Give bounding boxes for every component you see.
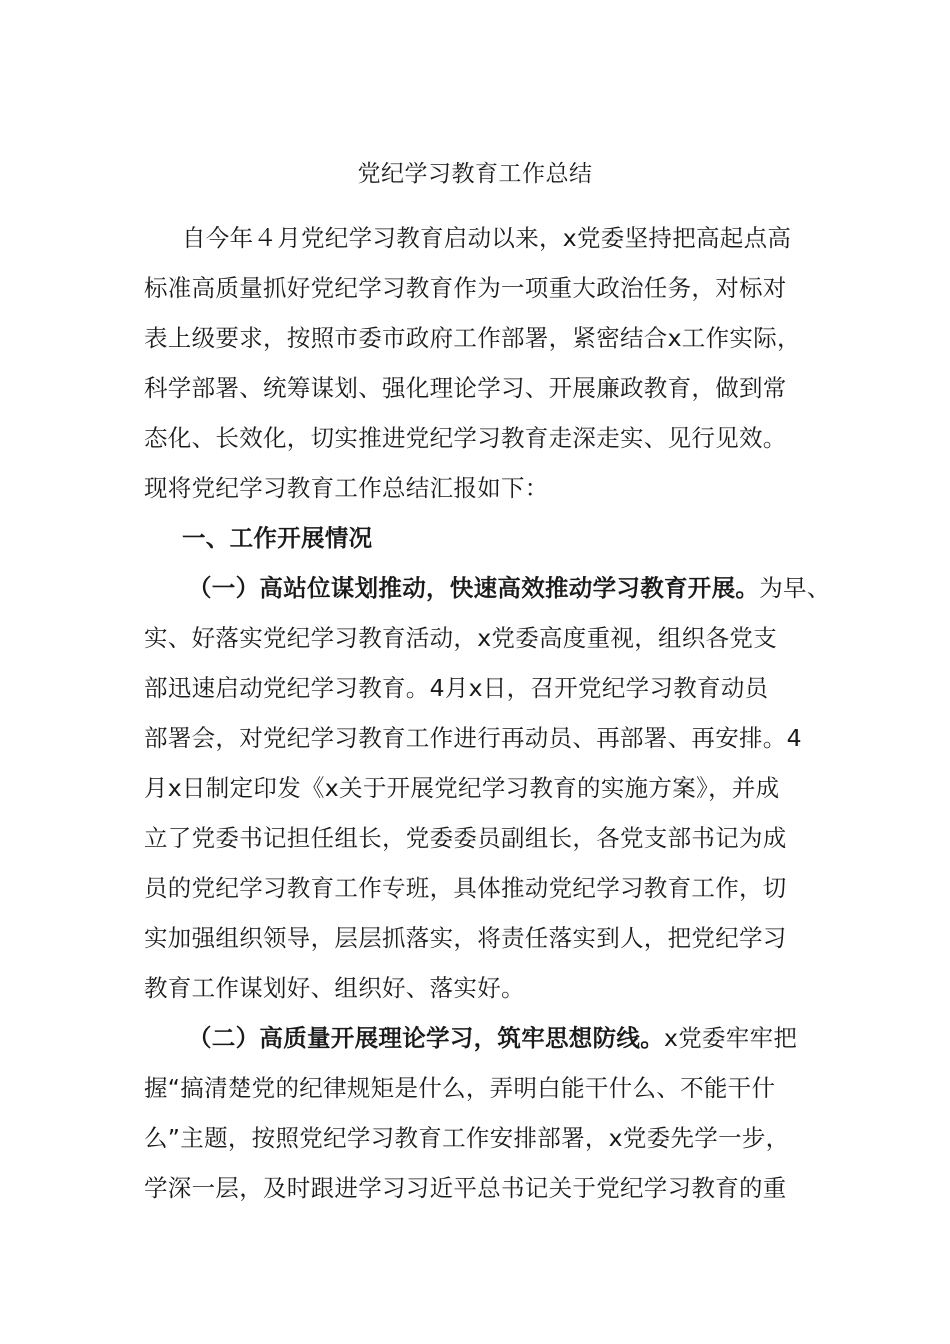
paragraph-line: 学深一层，及时跟进学习习近平总书记关于党纪学习教育的重: [144, 1174, 787, 1202]
paragraph-line: 员的党纪学习教育工作专班，具体推动党纪学习教育工作，切: [144, 874, 787, 902]
paragraph-line: 现将党纪学习教育工作总结汇报如下：: [144, 474, 549, 502]
paragraph-text: x党委牢牢把: [664, 1024, 798, 1052]
section-heading: 一、工作开展情况: [182, 524, 373, 552]
paragraph-line: 实、好落实党纪学习教育活动，x党委高度重视，组织各党支: [144, 624, 778, 652]
paragraph-line: 月x日制定印发《x关于开展党纪学习教育的实施方案》，并成: [144, 774, 780, 802]
document-body: [144, 220, 831, 1220]
subsection-heading: （一）高站位谋划推动，快速高效推动学习教育开展。: [188, 574, 760, 602]
paragraph-line: 握“搞清楚党的纪律规矩是什么，弄明白能干什么、不能干什: [144, 1074, 776, 1102]
paragraph-line: 实加强组织领导，层层抓落实，将责任落实到人，把党纪学习: [144, 924, 787, 952]
paragraph-line: [144, 1020, 812, 1070]
paragraph-line: 部署会，对党纪学习教育工作进行再动员、再部署、再安排。4: [144, 724, 802, 752]
paragraph-line: [144, 570, 831, 620]
paragraph-line: 标准高质量抓好党纪学习教育作为一项重大政治任务，对标对: [144, 274, 787, 302]
paragraph-line: 自今年４月党纪学习教育启动以来，x党委坚持把高起点高: [182, 224, 792, 252]
paragraph-line: 科学部署、统筹谋划、强化理论学习、开展廉政教育，做到常: [144, 374, 787, 402]
paragraph-line: 教育工作谋划好、组织好、落实好。: [144, 974, 525, 1002]
document-title: 党纪学习教育工作总结: [357, 161, 593, 187]
paragraph-line: 部迅速启动党纪学习教育。4月x日，召开党纪学习教育动员: [144, 674, 769, 702]
paragraph-line: 立了党委书记担任组长，党委委员副组长，各党支部书记为成: [144, 824, 787, 852]
subsection-heading: （二）高质量开展理论学习，筑牢思想防线。: [188, 1024, 664, 1052]
paragraph-line: 么”主题，按照党纪学习教育工作安排部署，x党委先学一步，: [144, 1124, 790, 1152]
paragraph-text: 为早、: [759, 574, 831, 602]
paragraph-line: 态化、长效化，切实推进党纪学习教育走深走实、见行见效。: [144, 424, 787, 452]
paragraph-line: 表上级要求，按照市委市政府工作部署，紧密结合x工作实际，: [144, 324, 801, 352]
